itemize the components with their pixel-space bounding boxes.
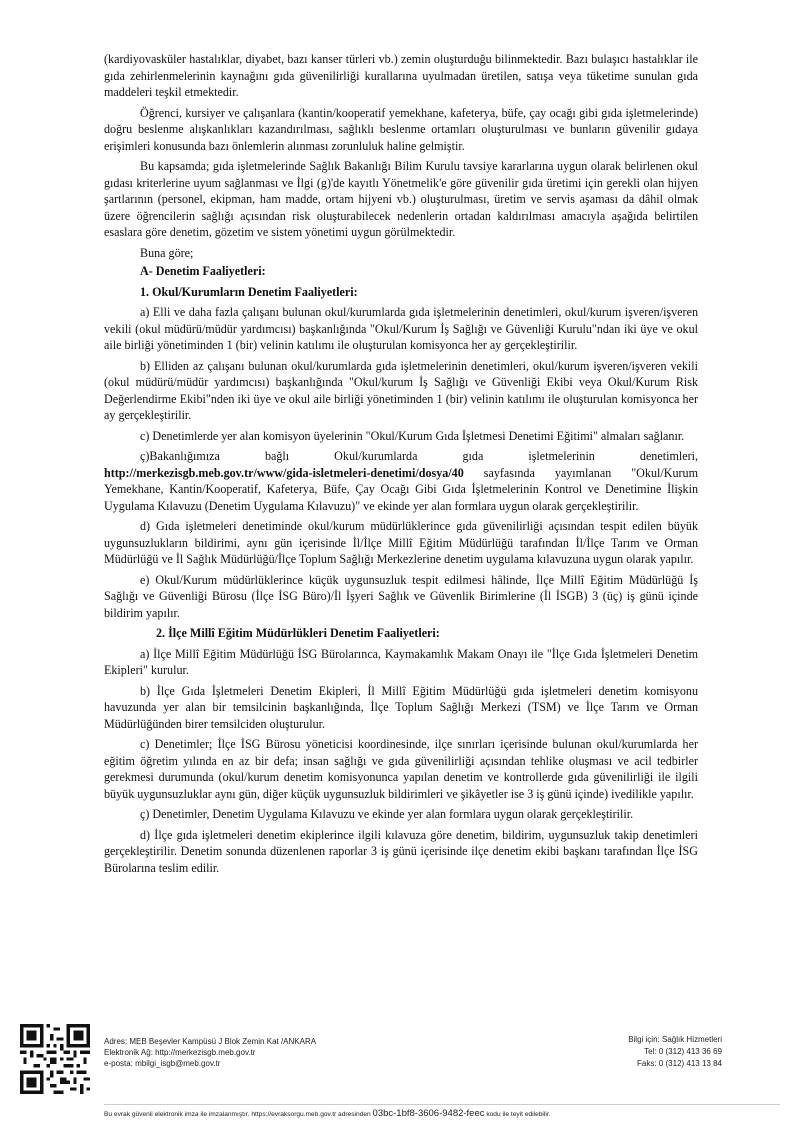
phone: Tel: 0 (312) 413 36 69 (644, 1047, 722, 1056)
document-body (104, 51, 698, 880)
paragraph: Bu kapsamda; gıda işletmelerinde Sağlık Bakanlığı Bilim Kurulu tavsiye kararlarına uygun olarak belirlenen okul gıdası kriterlerine uyum sağlanması ve İlgi (g)'de kayıtlı Yönetmelik'e göre güvenilir gıda üretimi için gerekli olan hijyen şartlarının (personel, ekipman, ham madde, ortam hijyeni vb.) oluşturulması, üretim ve servis aşaması da dâhil olmak üzere öğrencilerin sağlığı açısından risk oluşturabilecek nedenlerin ortadan kaldırılması amacıyla aşağıda belirtilen esaslara göre denetim, gözetim ve sistem yönetimi uygun görülmektedir. (104, 159, 698, 239)
contact-block (628, 1034, 722, 1070)
heading-okul-kurum-denetim: 1. Okul/Kurumların Denetim Faaliyetleri: (140, 284, 358, 299)
paragraph: Buna göre; (140, 245, 194, 260)
info-label: Bilgi için: Sağlık Hizmetleri (628, 1035, 722, 1044)
list-item (104, 448, 698, 514)
verification-text: kodu ile teyit edilebilir. (486, 1111, 551, 1118)
list-item: b) İlçe Gıda İşletmeleri Denetim Ekipleri, İl Millî Eğitim Müdürlüğü gıda işletmeleri denetim komisyonu havuzunda yer alan bir temsilcinin başkanlığında, İlçe Toplum Sağlığı Merkezi (TSM) ve İlçe Tarım ve Orman Müdürlüğünden birer temsilciden oluşturulur. (104, 683, 698, 731)
web-link[interactable]: Elektronik Ağ: http://merkezisgb.meb.gov.tr (104, 1048, 256, 1057)
list-item-text: ç)Bakanlığımıza bağlı Okul/kurumlarda gıda işletmelerinin denetimleri, (140, 449, 698, 463)
address: Adres: MEB Beşevler Kampüsü J Blok Zemin Kat /ANKARA (104, 1037, 317, 1046)
paragraph: Öğrenci, kursiyer ve çalışanlara (kantin/kooperatif yemekhane, kafeterya, büfe, çay ocağı gibi gıda işletmelerinde) doğru beslenme alışkanlıkları kazandırılması, sağlıklı beslenme ortamları oluşturulması ve bunların güvenilir gıdaya erişimleri konusunda bazı önlemlerin alınması zorunluluk haline gelmiştir. (104, 105, 698, 153)
email-link[interactable]: e-posta: mbilgi_isgb@meb.gov.tr (104, 1059, 221, 1068)
list-item: b) Elliden az çalışanı bulunan okul/kurumlarda gıda işletmelerinin denetimleri, okul/kurum işveren/işveren vekili (okul müdürü/müdür yardımcısı) başkanlığında "Okul/kurum İş Sağlığı ve Güvenliği Ekibi veya Okul/Kurum Risk Değerlendirme Ekibi"nden iki üye ve okul aile birliği yönetiminden 1 (bir) velinin katılımı ile oluşturulan komisyonca her ay gerçekleştirilir. (104, 358, 698, 422)
list-item: a) İlçe Millî Eğitim Müdürlüğü İSG Bürolarınca, Kaymakamlık Makam Onayı ile "İlçe Gıda İşletmeleri Denetim Ekipleri" kurulur. (104, 646, 698, 677)
list-item: d) İlçe gıda işletmeleri denetim ekiplerince ilgili kılavuza göre denetim, bildirim, uygunsuzluk takip denetimleri gerçekleştirilir. Denetim sonunda düzenlenen raporlar 3 iş günü içerisinde ilçe denetim ekibi başkanı tarafından İlçe İSG Bürolarına teslim edilir. (104, 827, 698, 875)
list-item: c) Denetimlerde yer alan komisyon üyelerinin "Okul/Kurum Gıda İşletmesi Denetimi Eğitimi" almaları sağlanır. (140, 428, 685, 443)
list-item: d) Gıda işletmeleri denetiminde okul/kurum müdürlüklerince gıda güvenilirliği açısından tespit edilen büyük uygunsuzlukların bildirimi, aynı gün içerisinde İl/İlçe Millî Eğitim Müdürlüğü tarafından İl/İlçe Tarım ve Orman Müdürlüğü ve İl Sağlık Müdürlüğü/İlçe Toplum Sağlığı Merkezlerine denetim uygulama kılavuzuna uygun olarak yapılır. (104, 519, 698, 566)
heading-ilce-mem-denetim: 2. İlçe Millî Eğitim Müdürlükleri Denetim Faaliyetleri: (156, 626, 440, 640)
denetim-link[interactable]: http://merkezisgb.meb.gov.tr/www/gida-isletmeleri-denetimi/dosya/40 (104, 465, 464, 480)
heading-denetim-faaliyetleri: A- Denetim Faaliyetleri: (140, 264, 266, 278)
page-footer (20, 1024, 780, 1119)
verification-code: 03bc-1bf8-3606-9482-feec (372, 1108, 485, 1119)
qr-code-icon (20, 1024, 90, 1094)
address-block (104, 1036, 316, 1069)
fax: Faks: 0 (312) 413 13 84 (637, 1059, 722, 1068)
list-item-text: sayfasında yayımlanan "Okul/Kurum Yemekhane, Kantin/Kooperatif, Kafeterya, Büfe, Çay Ocağı Gibi Gıda İşletmelerinin Kontrol ve Denetimine İlişkin Uygulama Kılavuzu (Denetim Uygulama Kılavuzu)" ve ekinde yer alan formlara uygun olarak gerçekleştirilir. (104, 465, 698, 513)
verification-text: Bu evrak güvenli elektronik imza ile imzalanmıştır. https://evraksorgu.meb.gov.tr adresinden (104, 1111, 371, 1118)
list-item: e) Okul/Kurum müdürlüklerince küçük uygunsuzluk tespit edilmesi hâlinde, İlçe Millî Eğitim Müdürlüğü İş Sağlığı ve Güvenliği Bürosu (İlçe İSG Büro)/İl İşyeri Sağlık ve Güvenlik Birimlerine (İl İSGB) 3 (üç) iş günü içinde bildirim yapılır. (104, 572, 698, 620)
list-item: a) Elli ve daha fazla çalışanı bulunan okul/kurumlarda gıda işletmelerinin denetimleri, okul/kurum işveren/işveren vekili (okul müdürü/müdür yardımcısı) başkanlığında "Okul/Kurum İş Sağlığı ve Güvenliği Kurulu"ndan iki üye ve okul aile birliği yönetiminden 1 (bir) velinin katılımı ile oluşturulan komisyonca her ay gerçekleştirilir. (104, 305, 698, 352)
list-item: ç) Denetimler, Denetim Uygulama Kılavuzu ve ekinde yer alan formlara uygun olarak gerçekleştirilir. (140, 807, 634, 821)
paragraph: (kardiyovasküler hastalıklar, diyabet, bazı kanser türleri vb.) zemin oluşturduğu bilinmektedir. Bazı bulaşıcı hastalıklar ile gıda zehirlenmelerinin kaynağını gıda güvenilirliği kurallarına uyulmadan üretilen, satışa veya tüketime sunulan gıda maddeleri teşkil etmektedir. (104, 52, 698, 99)
footer-divider (104, 1104, 780, 1105)
list-item: c) Denetimler; İlçe İSG Bürosu yöneticisi koordinesinde, ilçe sınırları içerisinde bulunan okul/kurumlarda her eğitim öğretim yılında en az bir defa; insan sağlığı ve gıda güvenilirliği açısından tehlike oluşması ve acil tedbirler gerekmesi durumunda (okul/kurum denetim komisyonunca yapılan denetim ve kontrollerde gıda güvenilirliği ile ilgili büyük uygunsuzluklar aynı gün, diğer küçük uygunsuzluk bildirimleri ve şikâyetler ise 3 iş günü içinde) ivedilikle yapılır. (104, 737, 698, 801)
verification-note (104, 1108, 550, 1119)
